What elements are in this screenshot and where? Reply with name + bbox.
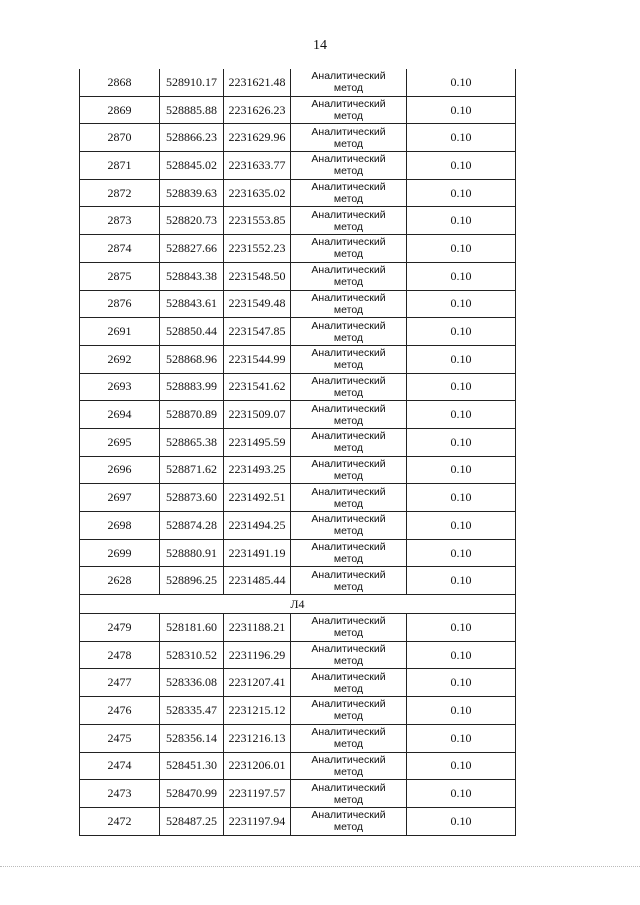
method-line-2: метод bbox=[333, 248, 364, 261]
table-row bbox=[80, 262, 516, 290]
method-cell bbox=[291, 318, 407, 346]
accuracy-cell: 0.10 bbox=[407, 290, 516, 318]
accuracy-cell: 0.10 bbox=[407, 124, 516, 152]
method-line-2: метод bbox=[333, 442, 364, 455]
method-line-1: Аналитический bbox=[311, 347, 386, 360]
accuracy-cell: 0.10 bbox=[407, 752, 516, 780]
table-row bbox=[80, 456, 516, 484]
method-text bbox=[291, 292, 406, 316]
method-line-1: Аналитический bbox=[311, 809, 386, 822]
method-cell bbox=[291, 152, 407, 180]
accuracy-cell: 0.10 bbox=[407, 318, 516, 346]
method-line-2: метод bbox=[333, 469, 364, 482]
table-row bbox=[80, 235, 516, 263]
point-number-cell: 2875 bbox=[80, 262, 160, 290]
table-row bbox=[80, 780, 516, 808]
coordinates-table bbox=[79, 69, 516, 836]
x-coordinate-cell: 528883.99 bbox=[160, 373, 224, 401]
method-line-1: Аналитический bbox=[311, 568, 386, 581]
accuracy-cell: 0.10 bbox=[407, 401, 516, 429]
accuracy-cell: 0.10 bbox=[407, 179, 516, 207]
point-number-cell: 2870 bbox=[80, 124, 160, 152]
method-text bbox=[291, 569, 406, 593]
method-cell bbox=[291, 345, 407, 373]
method-line-1: Аналитический bbox=[311, 670, 386, 683]
method-line-2: метод bbox=[333, 220, 364, 233]
method-text bbox=[291, 264, 406, 288]
point-number-cell: 2697 bbox=[80, 484, 160, 512]
method-line-2: метод bbox=[333, 193, 364, 206]
x-coordinate-cell: 528843.61 bbox=[160, 290, 224, 318]
method-line-2: метод bbox=[333, 331, 364, 344]
point-number-cell: 2693 bbox=[80, 373, 160, 401]
table-row bbox=[80, 512, 516, 540]
x-coordinate-cell: 528910.17 bbox=[160, 69, 224, 96]
y-coordinate-cell: 2231216.13 bbox=[224, 724, 291, 752]
method-line-1: Аналитический bbox=[311, 208, 386, 221]
method-cell bbox=[291, 456, 407, 484]
accuracy-cell: 0.10 bbox=[407, 345, 516, 373]
x-coordinate-cell: 528181.60 bbox=[160, 614, 224, 642]
accuracy-cell: 0.10 bbox=[407, 567, 516, 595]
method-cell bbox=[291, 484, 407, 512]
method-cell bbox=[291, 428, 407, 456]
method-text bbox=[291, 375, 406, 399]
x-coordinate-cell: 528865.38 bbox=[160, 428, 224, 456]
y-coordinate-cell: 2231188.21 bbox=[224, 614, 291, 642]
method-cell bbox=[291, 96, 407, 124]
method-text bbox=[291, 126, 406, 150]
method-line-1: Аналитический bbox=[311, 70, 386, 83]
accuracy-cell: 0.10 bbox=[407, 69, 516, 96]
method-cell bbox=[291, 567, 407, 595]
point-number-cell: 2628 bbox=[80, 567, 160, 595]
method-text bbox=[291, 458, 406, 482]
y-coordinate-cell: 2231553.85 bbox=[224, 207, 291, 235]
table-row bbox=[80, 567, 516, 595]
y-coordinate-cell: 2231485.44 bbox=[224, 567, 291, 595]
point-number-cell: 2696 bbox=[80, 456, 160, 484]
method-cell bbox=[291, 373, 407, 401]
y-coordinate-cell: 2231509.07 bbox=[224, 401, 291, 429]
x-coordinate-cell: 528487.25 bbox=[160, 807, 224, 835]
method-text bbox=[291, 347, 406, 371]
table-row bbox=[80, 345, 516, 373]
accuracy-cell: 0.10 bbox=[407, 96, 516, 124]
point-number-cell: 2698 bbox=[80, 512, 160, 540]
table-row bbox=[80, 373, 516, 401]
method-line-2: метод bbox=[333, 497, 364, 510]
method-line-1: Аналитический bbox=[311, 236, 386, 249]
method-line-1: Аналитический bbox=[311, 457, 386, 470]
x-coordinate-cell: 528843.38 bbox=[160, 262, 224, 290]
method-line-1: Аналитический bbox=[311, 726, 386, 739]
x-coordinate-cell: 528839.63 bbox=[160, 179, 224, 207]
x-coordinate-cell: 528870.89 bbox=[160, 401, 224, 429]
method-line-1: Аналитический bbox=[311, 781, 386, 794]
point-number-cell: 2872 bbox=[80, 179, 160, 207]
table-row bbox=[80, 614, 516, 642]
method-text bbox=[291, 671, 406, 695]
table-row bbox=[80, 752, 516, 780]
method-text bbox=[291, 70, 406, 94]
y-coordinate-cell: 2231633.77 bbox=[224, 152, 291, 180]
method-line-1: Аналитический bbox=[311, 125, 386, 138]
method-cell bbox=[291, 262, 407, 290]
table-row bbox=[80, 539, 516, 567]
method-line-2: метод bbox=[333, 553, 364, 566]
method-line-1: Аналитический bbox=[311, 698, 386, 711]
method-cell bbox=[291, 780, 407, 808]
method-text bbox=[291, 726, 406, 750]
table-row bbox=[80, 641, 516, 669]
method-cell bbox=[291, 207, 407, 235]
method-line-1: Аналитический bbox=[311, 319, 386, 332]
method-cell bbox=[291, 724, 407, 752]
accuracy-cell: 0.10 bbox=[407, 484, 516, 512]
method-text bbox=[291, 643, 406, 667]
y-coordinate-cell: 2231635.02 bbox=[224, 179, 291, 207]
method-line-2: метод bbox=[333, 525, 364, 538]
x-coordinate-cell: 528885.88 bbox=[160, 96, 224, 124]
method-line-2: метод bbox=[333, 738, 364, 751]
method-line-2: метод bbox=[333, 110, 364, 123]
method-line-1: Аналитический bbox=[311, 374, 386, 387]
y-coordinate-cell: 2231495.59 bbox=[224, 428, 291, 456]
y-coordinate-cell: 2231215.12 bbox=[224, 697, 291, 725]
x-coordinate-cell: 528880.91 bbox=[160, 539, 224, 567]
method-text bbox=[291, 403, 406, 427]
table-row bbox=[80, 669, 516, 697]
point-number-cell: 2876 bbox=[80, 290, 160, 318]
method-line-1: Аналитический bbox=[311, 615, 386, 628]
point-number-cell: 2873 bbox=[80, 207, 160, 235]
method-cell bbox=[291, 641, 407, 669]
x-coordinate-cell: 528866.23 bbox=[160, 124, 224, 152]
table-row bbox=[80, 96, 516, 124]
y-coordinate-cell: 2231626.23 bbox=[224, 96, 291, 124]
method-cell bbox=[291, 752, 407, 780]
table-row bbox=[80, 401, 516, 429]
page-number: 14 bbox=[313, 38, 327, 53]
method-line-1: Аналитический bbox=[311, 430, 386, 443]
y-coordinate-cell: 2231196.29 bbox=[224, 641, 291, 669]
method-cell bbox=[291, 401, 407, 429]
y-coordinate-cell: 2231491.19 bbox=[224, 539, 291, 567]
table-row bbox=[80, 724, 516, 752]
x-coordinate-cell: 528871.62 bbox=[160, 456, 224, 484]
method-text bbox=[291, 782, 406, 806]
x-coordinate-cell: 528310.52 bbox=[160, 641, 224, 669]
section-header-row bbox=[80, 595, 516, 614]
x-coordinate-cell: 528451.30 bbox=[160, 752, 224, 780]
method-text bbox=[291, 513, 406, 537]
method-cell bbox=[291, 235, 407, 263]
x-coordinate-cell: 528850.44 bbox=[160, 318, 224, 346]
method-cell bbox=[291, 614, 407, 642]
method-line-2: метод bbox=[333, 821, 364, 834]
method-line-2: метод bbox=[333, 710, 364, 723]
y-coordinate-cell: 2231493.25 bbox=[224, 456, 291, 484]
x-coordinate-cell: 528873.60 bbox=[160, 484, 224, 512]
method-text bbox=[291, 486, 406, 510]
accuracy-cell: 0.10 bbox=[407, 456, 516, 484]
y-coordinate-cell: 2231207.41 bbox=[224, 669, 291, 697]
point-number-cell: 2478 bbox=[80, 641, 160, 669]
coordinates-table-body bbox=[80, 69, 516, 835]
method-text bbox=[291, 320, 406, 344]
method-line-2: метод bbox=[333, 765, 364, 778]
method-line-2: метод bbox=[333, 414, 364, 427]
method-cell bbox=[291, 69, 407, 96]
point-number-cell: 2476 bbox=[80, 697, 160, 725]
y-coordinate-cell: 2231547.85 bbox=[224, 318, 291, 346]
y-coordinate-cell: 2231541.62 bbox=[224, 373, 291, 401]
y-coordinate-cell: 2231621.48 bbox=[224, 69, 291, 96]
accuracy-cell: 0.10 bbox=[407, 152, 516, 180]
table-row bbox=[80, 428, 516, 456]
point-number-cell: 2475 bbox=[80, 724, 160, 752]
method-cell bbox=[291, 807, 407, 835]
point-number-cell: 2871 bbox=[80, 152, 160, 180]
section-label: Л4 bbox=[80, 595, 516, 614]
point-number-cell: 2694 bbox=[80, 401, 160, 429]
table-row bbox=[80, 807, 516, 835]
y-coordinate-cell: 2231544.99 bbox=[224, 345, 291, 373]
method-line-2: метод bbox=[333, 793, 364, 806]
method-text bbox=[291, 430, 406, 454]
accuracy-cell: 0.10 bbox=[407, 641, 516, 669]
x-coordinate-cell: 528827.66 bbox=[160, 235, 224, 263]
y-coordinate-cell: 2231492.51 bbox=[224, 484, 291, 512]
method-line-2: метод bbox=[333, 137, 364, 150]
accuracy-cell: 0.10 bbox=[407, 724, 516, 752]
point-number-cell: 2477 bbox=[80, 669, 160, 697]
y-coordinate-cell: 2231629.96 bbox=[224, 124, 291, 152]
method-line-1: Аналитический bbox=[311, 98, 386, 111]
point-number-cell: 2474 bbox=[80, 752, 160, 780]
x-coordinate-cell: 528356.14 bbox=[160, 724, 224, 752]
method-text bbox=[291, 236, 406, 260]
method-text bbox=[291, 754, 406, 778]
table-row bbox=[80, 124, 516, 152]
method-line-1: Аналитический bbox=[311, 485, 386, 498]
table-row bbox=[80, 152, 516, 180]
method-text bbox=[291, 181, 406, 205]
y-coordinate-cell: 2231549.48 bbox=[224, 290, 291, 318]
point-number-cell: 2868 bbox=[80, 69, 160, 96]
y-coordinate-cell: 2231197.57 bbox=[224, 780, 291, 808]
point-number-cell: 2479 bbox=[80, 614, 160, 642]
method-text bbox=[291, 209, 406, 233]
accuracy-cell: 0.10 bbox=[407, 373, 516, 401]
y-coordinate-cell: 2231552.23 bbox=[224, 235, 291, 263]
method-line-2: метод bbox=[333, 165, 364, 178]
method-line-2: метод bbox=[333, 276, 364, 289]
accuracy-cell: 0.10 bbox=[407, 697, 516, 725]
x-coordinate-cell: 528896.25 bbox=[160, 567, 224, 595]
method-line-2: метод bbox=[333, 303, 364, 316]
method-line-2: метод bbox=[333, 627, 364, 640]
y-coordinate-cell: 2231548.50 bbox=[224, 262, 291, 290]
table-row bbox=[80, 69, 516, 96]
x-coordinate-cell: 528874.28 bbox=[160, 512, 224, 540]
point-number-cell: 2473 bbox=[80, 780, 160, 808]
x-coordinate-cell: 528335.47 bbox=[160, 697, 224, 725]
method-line-2: метод bbox=[333, 655, 364, 668]
point-number-cell: 2692 bbox=[80, 345, 160, 373]
table-row bbox=[80, 290, 516, 318]
x-coordinate-cell: 528868.96 bbox=[160, 345, 224, 373]
accuracy-cell: 0.10 bbox=[407, 669, 516, 697]
method-text bbox=[291, 98, 406, 122]
method-cell bbox=[291, 697, 407, 725]
point-number-cell: 2695 bbox=[80, 428, 160, 456]
x-coordinate-cell: 528470.99 bbox=[160, 780, 224, 808]
point-number-cell: 2874 bbox=[80, 235, 160, 263]
method-line-2: метод bbox=[333, 386, 364, 399]
method-line-2: метод bbox=[333, 580, 364, 593]
table-row bbox=[80, 207, 516, 235]
y-coordinate-cell: 2231206.01 bbox=[224, 752, 291, 780]
method-cell bbox=[291, 512, 407, 540]
method-text bbox=[291, 698, 406, 722]
x-coordinate-cell: 528845.02 bbox=[160, 152, 224, 180]
method-line-1: Аналитический bbox=[311, 264, 386, 277]
method-line-1: Аналитический bbox=[311, 643, 386, 656]
accuracy-cell: 0.10 bbox=[407, 780, 516, 808]
accuracy-cell: 0.10 bbox=[407, 262, 516, 290]
table-row bbox=[80, 484, 516, 512]
method-cell bbox=[291, 539, 407, 567]
accuracy-cell: 0.10 bbox=[407, 512, 516, 540]
accuracy-cell: 0.10 bbox=[407, 207, 516, 235]
method-line-1: Аналитический bbox=[311, 181, 386, 194]
method-line-1: Аналитический bbox=[311, 402, 386, 415]
method-line-2: метод bbox=[333, 82, 364, 95]
x-coordinate-cell: 528820.73 bbox=[160, 207, 224, 235]
method-text bbox=[291, 615, 406, 639]
method-line-1: Аналитический bbox=[311, 153, 386, 166]
y-coordinate-cell: 2231197.94 bbox=[224, 807, 291, 835]
method-cell bbox=[291, 124, 407, 152]
method-line-2: метод bbox=[333, 682, 364, 695]
accuracy-cell: 0.10 bbox=[407, 428, 516, 456]
table-row bbox=[80, 179, 516, 207]
method-line-1: Аналитический bbox=[311, 753, 386, 766]
method-cell bbox=[291, 669, 407, 697]
method-cell bbox=[291, 290, 407, 318]
method-line-2: метод bbox=[333, 359, 364, 372]
method-text bbox=[291, 541, 406, 565]
y-coordinate-cell: 2231494.25 bbox=[224, 512, 291, 540]
table-row bbox=[80, 697, 516, 725]
method-text bbox=[291, 809, 406, 833]
accuracy-cell: 0.10 bbox=[407, 614, 516, 642]
table-row bbox=[80, 318, 516, 346]
point-number-cell: 2472 bbox=[80, 807, 160, 835]
point-number-cell: 2699 bbox=[80, 539, 160, 567]
point-number-cell: 2691 bbox=[80, 318, 160, 346]
method-text bbox=[291, 153, 406, 177]
accuracy-cell: 0.10 bbox=[407, 539, 516, 567]
method-line-1: Аналитический bbox=[311, 541, 386, 554]
method-cell bbox=[291, 179, 407, 207]
accuracy-cell: 0.10 bbox=[407, 235, 516, 263]
accuracy-cell: 0.10 bbox=[407, 807, 516, 835]
point-number-cell: 2869 bbox=[80, 96, 160, 124]
method-line-1: Аналитический bbox=[311, 513, 386, 526]
scan-artifact-line bbox=[0, 866, 640, 868]
method-line-1: Аналитический bbox=[311, 291, 386, 304]
x-coordinate-cell: 528336.08 bbox=[160, 669, 224, 697]
